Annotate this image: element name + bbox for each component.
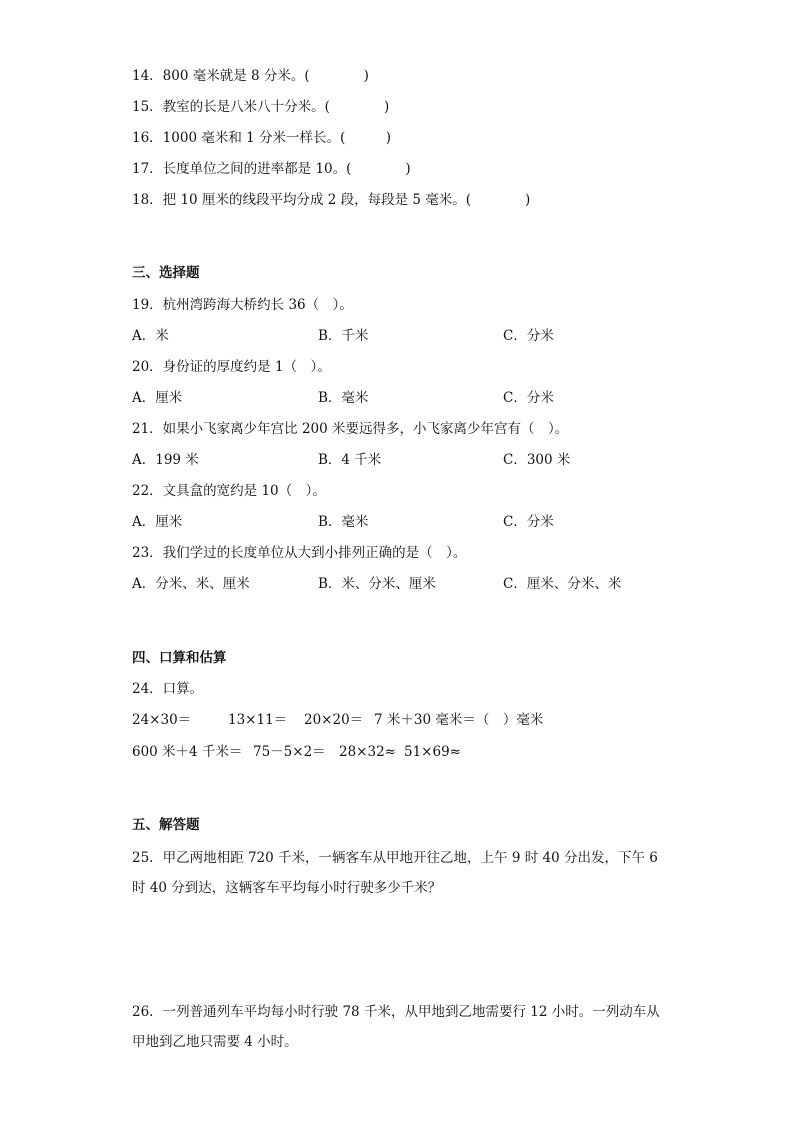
option-b: B．毫米 <box>318 390 369 406</box>
options-19 <box>132 326 692 346</box>
option-a: A．199 米 <box>132 452 199 468</box>
calc-item: 600 米＋4 千米＝ <box>132 744 243 760</box>
question-16: 16．1000 毫米和 1 分米一样长。( ) <box>132 130 392 146</box>
option-b: B．米、分米、厘米 <box>318 576 436 592</box>
option-b: B．4 千米 <box>318 452 382 468</box>
option-c: C．分米 <box>503 390 554 406</box>
question-19: 19．杭州湾跨海大桥约长 36（ ）。 <box>132 297 353 313</box>
section-title-oral-calc: 四、口算和估算 <box>132 650 227 666</box>
calc-item: 51×69≈ <box>404 744 461 760</box>
option-a: A．米 <box>132 328 169 344</box>
calc-item: 75－5×2＝ <box>253 744 326 760</box>
question-24: 24．口算。 <box>132 681 204 697</box>
calc-item: 28×32≈ <box>339 744 396 760</box>
section-title-solve: 五、解答题 <box>132 817 200 833</box>
option-a: A．厘米 <box>132 514 183 530</box>
option-b: B．毫米 <box>318 514 369 530</box>
options-23 <box>132 574 692 594</box>
calc-item: 24×30＝ <box>132 712 192 728</box>
option-b: B．千米 <box>318 328 369 344</box>
question-23: 23．我们学过的长度单位从大到小排列正确的是（ ）。 <box>132 545 467 561</box>
section-title-choice: 三、选择题 <box>132 265 200 281</box>
options-21 <box>132 450 692 470</box>
question-25: 25．甲乙两地相距 720 千米，一辆客车从甲地开往乙地，上午 9 时 40 分出发，下午 6 时 40 分到达，这辆客车平均每小时行驶多少千米？ <box>132 850 658 896</box>
calc-item: 13×11＝ <box>228 712 288 728</box>
question-22: 22．文具盒的宽约是 10（ ）。 <box>132 483 326 499</box>
question-17: 17．长度单位之间的进率都是 10。( ) <box>132 161 411 177</box>
question-21: 21．如果小飞家离少年宫比 200 米要远得多，小飞家离少年宫有（ ）。 <box>132 421 569 437</box>
question-20: 20．身份证的厚度约是 1（ ）。 <box>132 359 331 375</box>
question-15: 15．教室的长是八米八十分米。( ) <box>132 99 390 115</box>
option-c: C．分米 <box>503 514 554 530</box>
option-c: C．300 米 <box>503 452 571 468</box>
question-14: 14．800 毫米就是 8 分米。( ) <box>132 68 369 84</box>
options-22 <box>132 512 692 532</box>
options-20 <box>132 388 692 408</box>
option-c: C．厘米、分米、米 <box>503 576 622 592</box>
option-a: A．厘米 <box>132 390 183 406</box>
option-c: C．分米 <box>503 328 554 344</box>
calc-item: 7 米＋30 毫米＝（ ）毫米 <box>374 712 544 728</box>
option-a: A．分米、米、厘米 <box>132 576 250 592</box>
question-18: 18．把 10 厘米的线段平均分成 2 段，每段是 5 毫米。( ) <box>132 192 531 208</box>
calc-item: 20×20＝ <box>304 712 364 728</box>
question-26: 26．一列普通列车平均每小时行驶 78 千米，从甲地到乙地需要行 12 小时。一列动车从甲地到乙地只需要 4 小时。 <box>132 1004 660 1050</box>
